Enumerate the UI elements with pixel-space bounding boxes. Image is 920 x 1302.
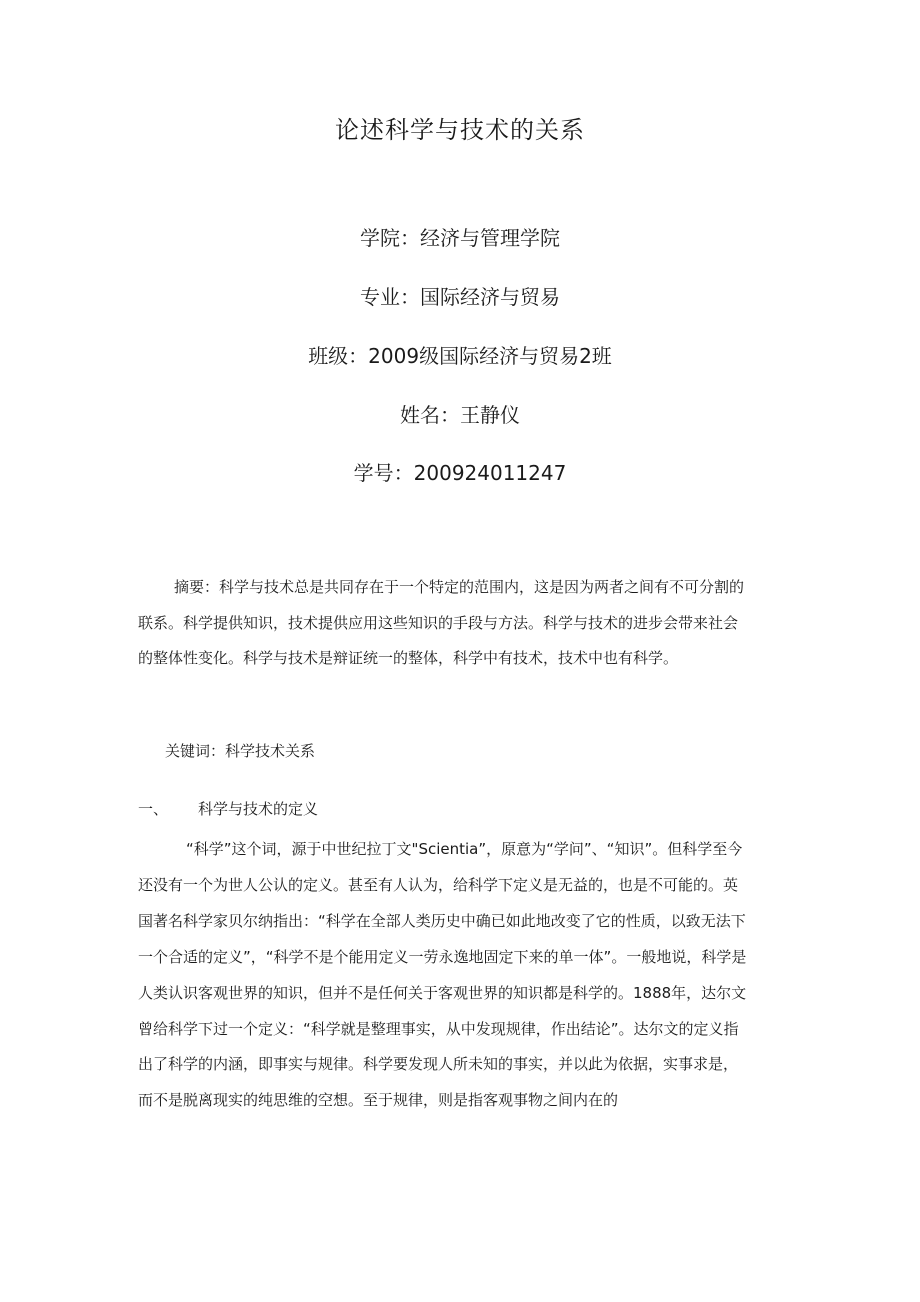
document-title: 论述科学与技术的关系 [335, 116, 585, 144]
college-line: 学院：经济与管理学院 [360, 226, 560, 250]
class-line: 班级：2009级国际经济与贸易2班 [308, 344, 612, 368]
section-heading [138, 796, 318, 822]
name-line: 姓名：王静仪 [400, 403, 520, 427]
body-paragraph: “科学”这个词，源于中世纪拉丁文"Scientia”，原意为“学问”、“知识”。但科学至今还没有一个为世人公认的定义。甚至有人认为，给科学下定义是无益的，也是不可能的。英国著名科学家贝尔纳指出：“科学在全部人类历史中确已如此地改变了它的性质，以致无法下一个合适的定义”，“科学不是个能用定义一劳永逸地固定下来的单一体”。一般地说，科学是人类认识客观世界的知识，但并不是任何关于客观世界的知识都是科学的。1888年，达尔文曾给科学下过一个定义：“科学就是整理事实，从中发现规律，作出结论”。达尔文的定义指出了科学的内涵，即事实与规律。科学要发现人所未知的事实，并以此为依据，实事求是，而不是脱离现实的纯思维的空想。至于规律，则是指客观事物之间内在的 [138, 840, 747, 1110]
section-number: 一、 [138, 800, 169, 818]
keywords-line: 关键词：科学技术关系 [165, 742, 316, 760]
student-id-line: 学号：200924011247 [353, 461, 567, 485]
section-title: 科学与技术的定义 [198, 800, 319, 818]
major-line: 专业：国际经济与贸易 [360, 285, 560, 309]
abstract-paragraph: 摘要：科学与技术总是共同存在于一个特定的范围内，这是因为两者之间有不可分割的联系。科学提供知识，技术提供应用这些知识的手段与方法。科学与技术的进步会带来社会的整体性变化。科学与技术是辩证统一的整体，科学中有技术，技术中也有科学。 [138, 578, 745, 667]
